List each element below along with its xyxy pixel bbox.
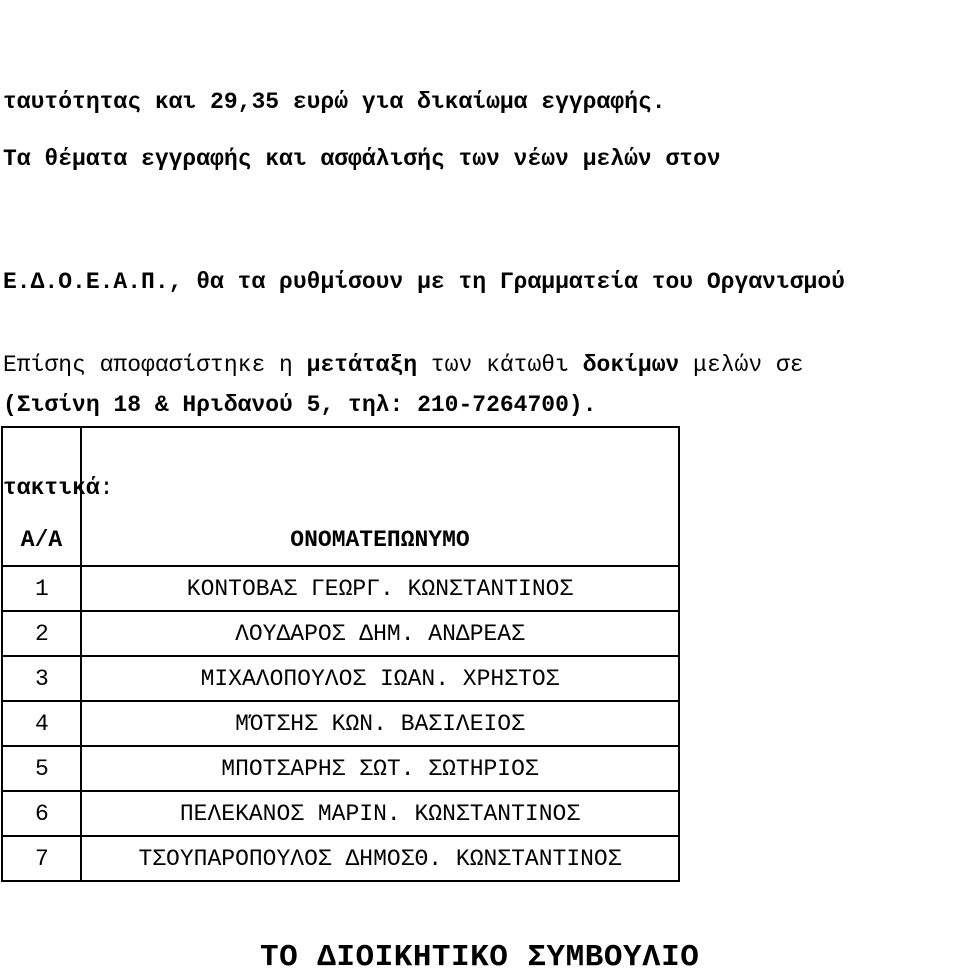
board-signature-title: ΤΟ ΔΙΟΙΚΗΤΙΚΟ ΣΥΜΒΟΥΛΙΟ (260, 940, 700, 975)
transfer-text-e: μελών σε (679, 352, 804, 378)
row-number: 3 (2, 656, 81, 701)
insurance-line-1: Τα θέματα εγγραφής και ασφάλισής των νέων μελών στον (3, 146, 721, 172)
table-row (2, 611, 679, 656)
member-name: ΛΟΥΔΑΡΟΣ ΔΗΜ. ΑΝΔΡΕΑΣ (81, 611, 679, 656)
table-header-row (2, 427, 679, 566)
member-name: ΜΌΤΣΗΣ ΚΩΝ. ΒΑΣΙΛΕΙΟΣ (81, 701, 679, 746)
transfer-text-g: : (99, 475, 114, 501)
row-number: 2 (2, 611, 81, 656)
table-row (2, 791, 679, 836)
header-aa: Α/Α (2, 427, 81, 566)
fee-line: ταυτότητας και 29,35 ευρώ για δικαίωμα εγγραφής. (3, 89, 666, 115)
insurance-line-3: (Σισίνη 18 & Ηριδανού 5, τηλ: 210-7264700). (3, 392, 597, 418)
transfer-keyword-dokimon: δοκίμων (582, 352, 680, 378)
transfer-keyword-metataxi: μετάταξη (306, 352, 418, 378)
row-number: 6 (2, 791, 81, 836)
member-name: ΤΣΟΥΠΑΡΟΠΟΥΛΟΣ ΔΗΜΟΣΘ. ΚΩΝΣΤΑΝΤΙΝΟΣ (81, 836, 679, 881)
row-number: 1 (2, 566, 81, 611)
header-name: ΟΝΟΜΑΤΕΠΩΝΥΜΟ (81, 427, 679, 566)
member-name: ΜΠΟΤΣΑΡΗΣ ΣΩΤ. ΣΩΤΗΡΙΟΣ (81, 746, 679, 791)
transfer-line-1 (3, 345, 804, 386)
member-name: ΚΟΝΤΟΒΑΣ ΓΕΩΡΓ. ΚΩΝΣΤΑΝΤΙΝΟΣ (81, 566, 679, 611)
transfer-text-a: Επίσης αποφασίστηκε η (3, 352, 307, 378)
row-number: 5 (2, 746, 81, 791)
table-row (2, 836, 679, 881)
member-name: ΠΕΛΕΚΑΝΟΣ ΜΑΡΙΝ. ΚΩΝΣΤΑΝΤΙΝΟΣ (81, 791, 679, 836)
row-number: 4 (2, 701, 81, 746)
insurance-line-2: Ε.Δ.Ο.Ε.Α.Π., θα τα ρυθμίσουν με τη Γραμματεία του Οργανισμού (3, 269, 845, 295)
member-name: ΜΙΧΑΛΟΠΟΥΛΟΣ ΙΩΑΝ. ΧΡΗΣΤΟΣ (81, 656, 679, 701)
table-row (2, 746, 679, 791)
table-row (2, 656, 679, 701)
transfer-text-c: των κάτωθι (417, 352, 583, 378)
table-row (2, 566, 679, 611)
members-table (1, 426, 680, 882)
row-number: 7 (2, 836, 81, 881)
transfer-keyword-taktika: τακτικά (3, 475, 100, 501)
table-row (2, 701, 679, 746)
